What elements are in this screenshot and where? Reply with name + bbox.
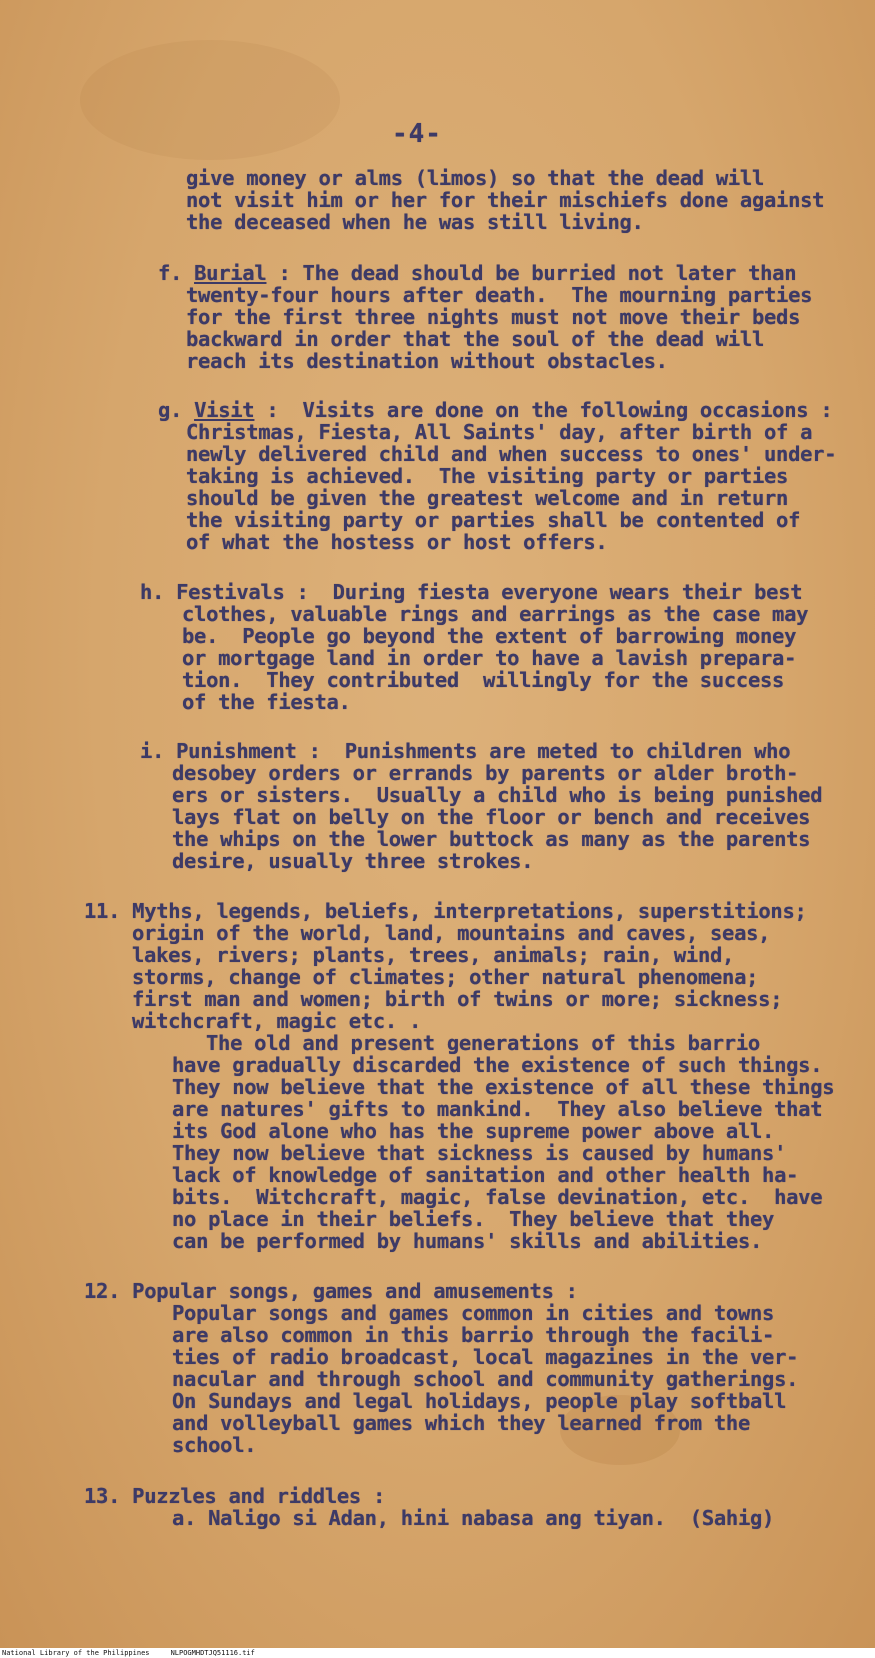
item-11-heading-line: witchcraft, magic etc. . bbox=[132, 1009, 422, 1033]
item-11-heading-line: first man and women; birth of twins or more; sickness; bbox=[132, 987, 783, 1011]
item-f-first-line bbox=[158, 263, 796, 285]
item-h-line: h. Festivals : During fiesta everyone wears their best bbox=[140, 580, 803, 604]
item-11-heading-line: storms, change of climates; other natural phenomena; bbox=[132, 965, 759, 989]
item-11-body-line: can be performed by humans' skills and abilities. bbox=[172, 1229, 763, 1253]
item-11-body-line: are natures' gifts to mankind. They also believe that bbox=[172, 1097, 823, 1121]
item-i-line: the whips on the lower buttock as many as the parents bbox=[172, 827, 811, 851]
item-i-line: i. Punishment : Punishments are meted to children who bbox=[140, 739, 791, 763]
item-11-body-line: They now believe that sickness is caused by humans' bbox=[172, 1141, 787, 1165]
item-11-heading-line: 11. Myths, legends, beliefs, interpretations, superstitions; bbox=[84, 899, 807, 923]
item-g-line: should be given the greatest welcome and in return bbox=[186, 486, 789, 510]
item-11-body-line: its God alone who has the supreme power above all. bbox=[172, 1119, 775, 1143]
item-g-marker: g. bbox=[158, 398, 183, 422]
item-i-line: desobey orders or errands by parents or alder broth- bbox=[172, 761, 799, 785]
item-g-line: taking is achieved. The visiting party or parties bbox=[186, 464, 789, 488]
item-g-line: newly delivered child and when success to ones' under- bbox=[186, 442, 837, 466]
item-f-title: Burial bbox=[194, 261, 267, 285]
scan-footer: National Library of the Philippines NLPOGMHDTJQ51116.tif bbox=[0, 1648, 875, 1658]
item-12-body-line: Popular songs and games common in cities and towns bbox=[172, 1301, 775, 1325]
item-12-body-line: school. bbox=[172, 1433, 257, 1457]
item-h-line: or mortgage land in order to have a lavish prepara- bbox=[182, 646, 797, 670]
item-f-marker: f. bbox=[158, 261, 183, 285]
item-11-body-line: lack of knowledge of sanitation and other health ha- bbox=[172, 1163, 799, 1187]
item-i-line: desire, usually three strokes. bbox=[172, 849, 534, 873]
item-f-line: backward in order that the soul of the dead will bbox=[186, 327, 765, 351]
page-number: -4- bbox=[392, 119, 442, 149]
item-g-line: of what the hostess or host offers. bbox=[186, 530, 608, 554]
item-13-heading: 13. Puzzles and riddles : bbox=[84, 1484, 386, 1508]
item-12-body-line: nacular and through school and community gatherings. bbox=[172, 1367, 799, 1391]
item-f-line: : The dead should be burried not later than bbox=[266, 261, 797, 285]
item-11-heading-line: lakes, rivers; plants, trees, animals; rain, wind, bbox=[132, 943, 735, 967]
item-h-line: clothes, valuable rings and earrings as the case may bbox=[182, 602, 809, 626]
item-12-body-line: are also common in this barrio through the facili- bbox=[172, 1323, 775, 1347]
item-11-body-line: The old and present generations of this barrio bbox=[206, 1031, 760, 1055]
item-g-line: : Visits are done on the following occasions : bbox=[254, 398, 833, 422]
paper-stain bbox=[80, 40, 340, 160]
item-g-line: the visiting party or parties shall be contented of bbox=[186, 508, 801, 532]
item-h-line: be. People go beyond the extent of barrowing money bbox=[182, 624, 797, 648]
item-g-line: Christmas, Fiesta, All Saints' day, after birth of a bbox=[186, 420, 813, 444]
item-f-line: twenty-four hours after death. The mourning parties bbox=[186, 283, 813, 307]
item-h-line: of the fiesta. bbox=[182, 690, 351, 714]
item-i-line: ers or sisters. Usually a child who is being punished bbox=[172, 783, 823, 807]
item-12-body-line: and volleyball games which they learned from the bbox=[172, 1411, 751, 1435]
item-f-line: for the first three nights must not move their beds bbox=[186, 305, 801, 329]
intro-line: the deceased when he was still living. bbox=[186, 210, 644, 234]
item-g-title: Visit bbox=[194, 398, 255, 422]
item-12-heading: 12. Popular songs, games and amusements : bbox=[84, 1279, 578, 1303]
item-f-line: reach its destination without obstacles. bbox=[186, 349, 668, 373]
item-11-body-line: no place in their beliefs. They believe that they bbox=[172, 1207, 775, 1231]
item-g-first-line bbox=[158, 400, 832, 422]
intro-line: not visit him or her for their mischiefs done against bbox=[186, 188, 825, 212]
item-12-body-line: On Sundays and legal holidays, people play softball bbox=[172, 1389, 787, 1413]
item-11-body-line: bits. Witchcraft, magic, false devination, etc. have bbox=[172, 1185, 823, 1209]
item-i-line: lays flat on belly on the floor or bench and receives bbox=[172, 805, 811, 829]
intro-line: give money or alms (limos) so that the dead will bbox=[186, 166, 765, 190]
item-11-body-line: have gradually discarded the existence of such things. bbox=[172, 1053, 823, 1077]
riddle-a: a. Naligo si Adan, hini nabasa ang tiyan. (Sahig) bbox=[172, 1506, 775, 1530]
item-h-line: tion. They contributed willingly for the success bbox=[182, 668, 785, 692]
item-12-body-line: ties of radio broadcast, local magazines in the ver- bbox=[172, 1345, 799, 1369]
item-11-body-line: They now believe that the existence of all these things bbox=[172, 1075, 835, 1099]
item-11-heading-line: origin of the world, land, mountains and caves, seas, bbox=[132, 921, 771, 945]
